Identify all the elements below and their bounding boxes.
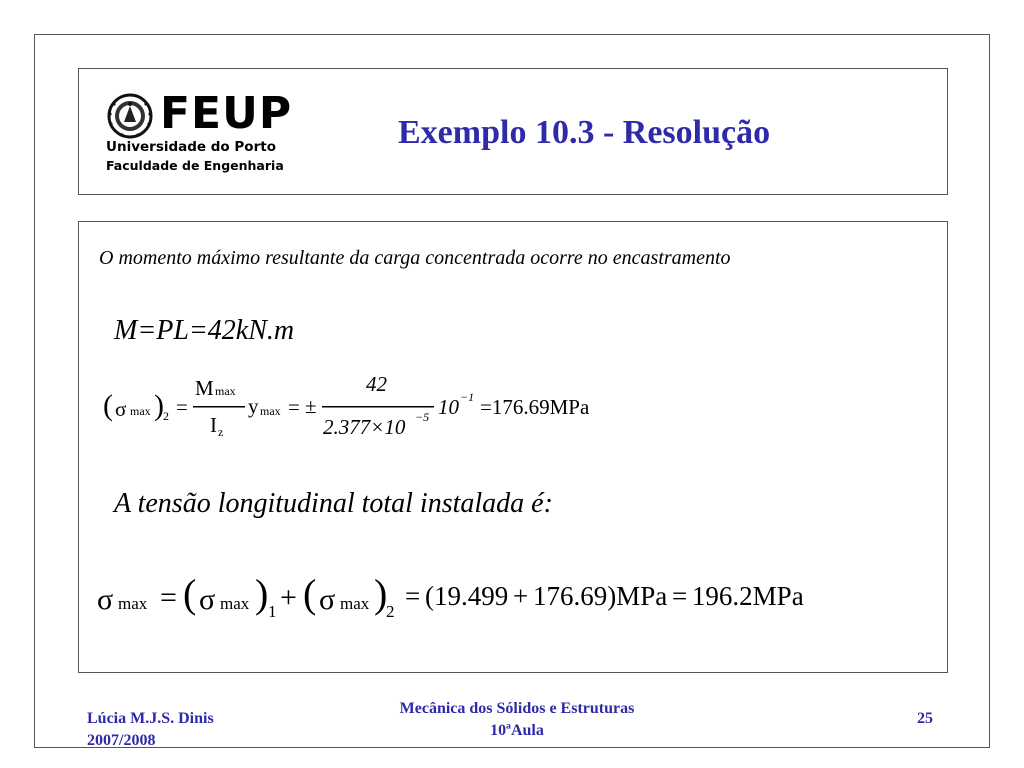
eq2-sub-1: 1 xyxy=(268,602,277,621)
eq1-M-max: max xyxy=(215,384,236,398)
eq2-sigma-1: σ xyxy=(199,583,216,616)
eq2-plus: + xyxy=(280,581,297,614)
eq1-sigma-max: max xyxy=(130,404,151,418)
eq2-tail: = (19.499 + 176.69)MPa = 196.2MPa xyxy=(405,581,804,611)
eq2-paren-close-2: ) xyxy=(374,571,388,616)
eq1-y-max: max xyxy=(260,404,281,418)
eq1-factor: 10 xyxy=(438,395,459,419)
logo-university-name: Universidade do Porto xyxy=(106,139,276,155)
eq1-factor-exponent: −1 xyxy=(460,390,475,404)
footer-course: Mecânica dos Sólidos e Estruturas xyxy=(399,700,635,717)
eq2-sigma: σ xyxy=(97,583,114,616)
page-number: 25 xyxy=(917,710,933,727)
eq2-sigma-2: σ xyxy=(319,583,336,616)
footer-year: 2007/2008 xyxy=(87,732,156,749)
eq1-M: M xyxy=(195,376,214,400)
eq1-y: y xyxy=(248,394,259,418)
feup-logo xyxy=(104,88,304,176)
eq1-fraction-bar-1 xyxy=(193,406,245,408)
eq2-paren-close-1: ) xyxy=(255,571,269,616)
eq1-I: I xyxy=(210,413,217,437)
eq2-paren-open-1: ( xyxy=(183,571,197,616)
eq2-sigma-max-2: max xyxy=(340,594,370,613)
eq1-paren-close: ) xyxy=(154,389,164,422)
footer-lecture: 10ªAula xyxy=(490,722,544,739)
eq2-sigma-max: max xyxy=(118,594,148,613)
logo-brand: FEUP xyxy=(160,88,293,139)
eq1-denominator: 2.377×10 xyxy=(323,415,406,439)
eq1-sub-2: 2 xyxy=(163,409,169,423)
footer-author: Lúcia M.J.S. Dinis xyxy=(87,710,214,727)
eq1-fraction-bar-2 xyxy=(322,406,434,408)
eq1-equals: = xyxy=(176,395,188,419)
intro-text: O momento máximo resultante da carga concentrada ocorre no encastramento xyxy=(99,247,731,269)
university-seal-icon xyxy=(104,92,160,140)
slide-title: Exemplo 10.3 - Resolução xyxy=(398,114,771,151)
eq1-equals-2: = xyxy=(288,395,300,419)
eq1-I-z: z xyxy=(218,425,224,439)
eq2-paren-open-2: ( xyxy=(303,571,317,616)
eq2-sub-2: 2 xyxy=(386,602,395,621)
eq1-paren-open: ( xyxy=(103,389,113,422)
eq1-denominator-exponent: −5 xyxy=(415,410,430,424)
moment-equation: M=PL=42kN.m xyxy=(114,315,295,346)
eq2-equals: = xyxy=(160,581,177,614)
eq1-plus-minus: ± xyxy=(305,394,317,418)
eq1-result: =176.69MPa xyxy=(480,395,590,419)
logo-faculty-name: Faculdade de Engenharia xyxy=(106,158,284,173)
eq1-sigma: σ xyxy=(115,397,127,421)
eq1-numerator: 42 xyxy=(366,372,387,396)
total-stress-heading: A tensão longitudinal total instalada é: xyxy=(114,488,553,519)
eq2-sigma-max-1: max xyxy=(220,594,250,613)
